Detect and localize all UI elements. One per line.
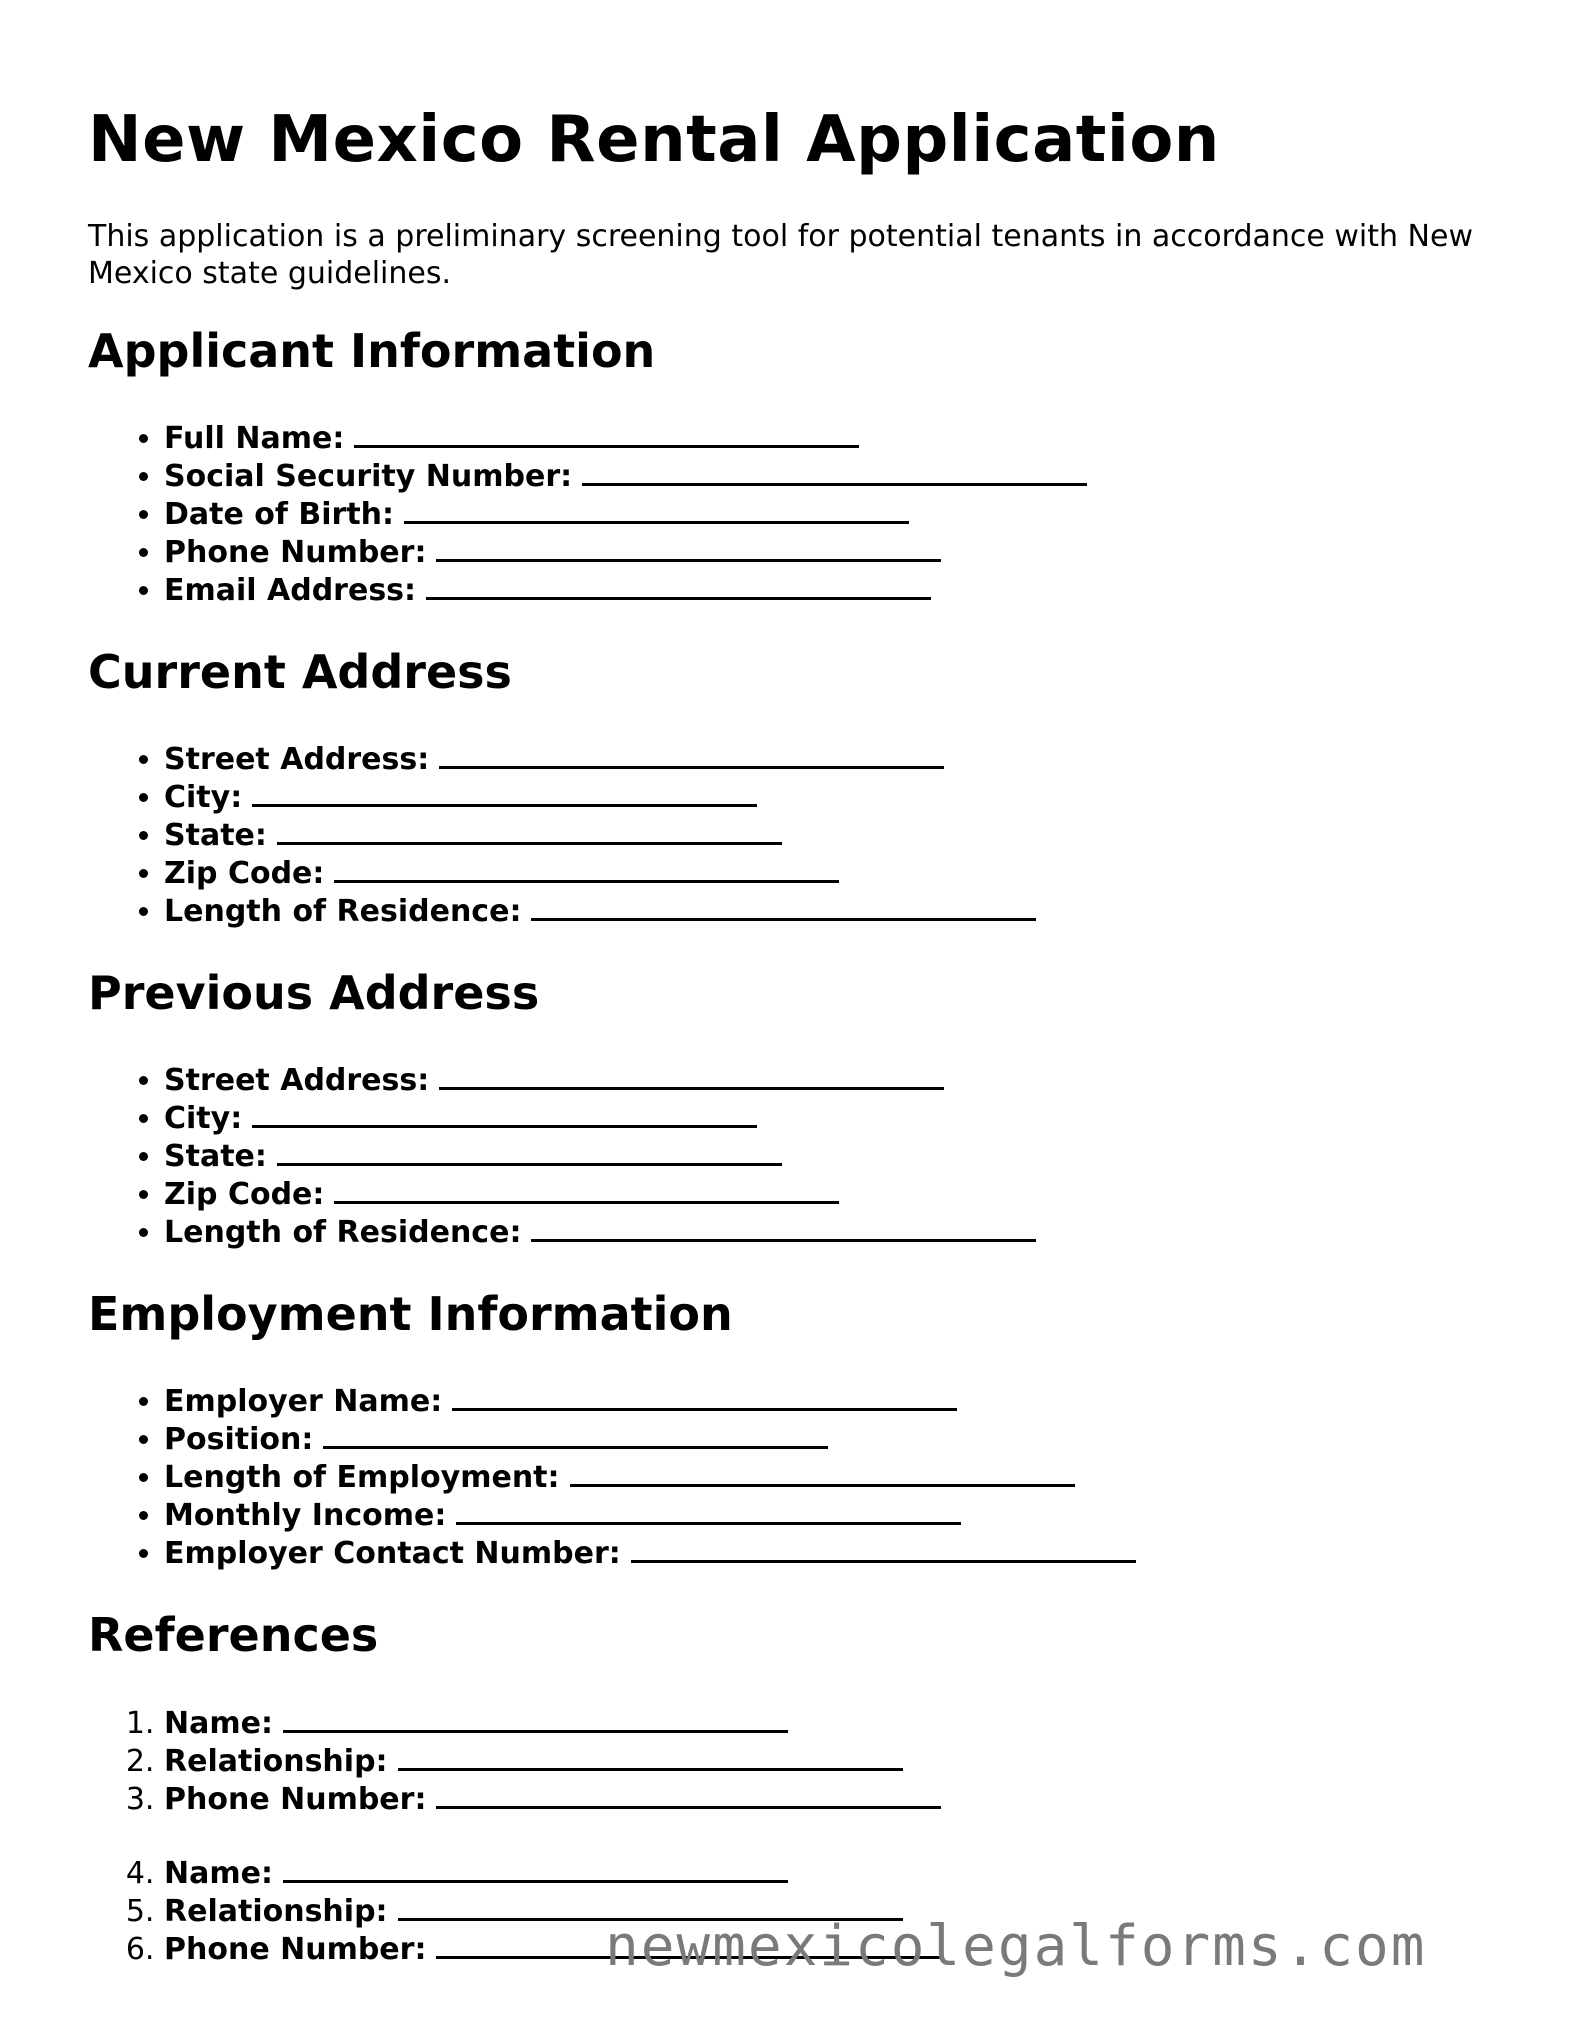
fill-in-blank[interactable]: [252, 778, 757, 807]
fill-in-blank[interactable]: [531, 1213, 1036, 1242]
fill-in-blank[interactable]: [456, 1496, 961, 1525]
field-length-of-employment: [164, 1458, 1488, 1496]
fill-in-blank[interactable]: [283, 1854, 788, 1883]
field-label: Phone Number:: [164, 534, 427, 570]
field-full-name: [164, 419, 1488, 457]
field-length-of-residence: [164, 892, 1488, 930]
fill-in-blank[interactable]: [631, 1534, 1136, 1563]
fill-in-blank[interactable]: [531, 892, 1036, 921]
field-reference-phone: [164, 1780, 1488, 1818]
field-state: [164, 816, 1488, 854]
current-address-field-list: [88, 740, 1488, 930]
field-reference-relationship: [164, 1742, 1488, 1780]
field-label: Date of Birth:: [164, 496, 395, 532]
field-dob: [164, 495, 1488, 533]
field-label: Phone Number:: [164, 1931, 427, 1967]
field-label: Length of Residence:: [164, 893, 522, 929]
field-reference-name: [164, 1854, 1488, 1892]
fill-in-blank[interactable]: [439, 1061, 944, 1090]
section-heading-references: References: [88, 1608, 379, 1663]
previous-address-field-list: [88, 1061, 1488, 1251]
field-city: [164, 1099, 1488, 1137]
field-label: City:: [164, 779, 243, 815]
fill-in-blank[interactable]: [452, 1382, 957, 1411]
field-label: Full Name:: [164, 420, 345, 456]
fill-in-blank[interactable]: [334, 854, 839, 883]
field-label: Email Address:: [164, 572, 417, 608]
field-label: Name:: [164, 1855, 273, 1891]
employment-field-list: [88, 1382, 1488, 1572]
fill-in-blank[interactable]: [436, 533, 941, 562]
field-label: Employer Name:: [164, 1384, 443, 1420]
references-list-first: [88, 1704, 1488, 1818]
document-page: [88, 104, 1488, 2004]
field-label: Monthly Income:: [164, 1498, 447, 1534]
field-label: Length of Residence:: [164, 1215, 522, 1251]
fill-in-blank[interactable]: [582, 457, 1087, 486]
field-label: Zip Code:: [164, 1177, 325, 1213]
field-label: Relationship:: [164, 1893, 388, 1929]
watermark-text: newmexicolegalforms.com: [605, 1914, 1427, 1979]
field-employer-name: [164, 1382, 1488, 1420]
field-label: Street Address:: [164, 741, 430, 777]
fill-in-blank[interactable]: [404, 495, 909, 524]
field-email: [164, 571, 1488, 609]
fill-in-blank[interactable]: [277, 1137, 782, 1166]
field-zip: [164, 1175, 1488, 1213]
field-reference-name: [164, 1704, 1488, 1742]
field-label: State:: [164, 1139, 267, 1175]
field-monthly-income: [164, 1496, 1488, 1534]
field-label: City:: [164, 1101, 243, 1137]
section-heading-employment: Employment Information: [88, 1287, 733, 1342]
fill-in-blank[interactable]: [439, 740, 944, 769]
section-heading-previous-address: Previous Address: [88, 965, 540, 1020]
intro-paragraph: This application is a preliminary screening tool for potential tenants in accordance with New Mexico state guidelines.: [88, 218, 1473, 291]
field-city: [164, 778, 1488, 816]
fill-in-blank[interactable]: [323, 1420, 828, 1449]
fill-in-blank[interactable]: [398, 1742, 903, 1771]
fill-in-blank[interactable]: [334, 1175, 839, 1204]
fill-in-blank[interactable]: [283, 1704, 788, 1733]
field-label: Name:: [164, 1705, 273, 1741]
fill-in-blank[interactable]: [354, 419, 859, 448]
field-label: Length of Employment:: [164, 1460, 560, 1496]
fill-in-blank[interactable]: [277, 816, 782, 845]
section-heading-current-address: Current Address: [88, 644, 512, 699]
document-title: New Mexico Rental Application: [88, 103, 1220, 177]
field-phone: [164, 533, 1488, 571]
field-label: Social Security Number:: [164, 458, 573, 494]
field-employer-contact: [164, 1534, 1488, 1572]
fill-in-blank[interactable]: [436, 1780, 941, 1809]
field-street-address: [164, 740, 1488, 778]
field-zip: [164, 854, 1488, 892]
field-label: Relationship:: [164, 1743, 388, 1779]
field-label: Employer Contact Number:: [164, 1536, 621, 1572]
field-label: Zip Code:: [164, 855, 325, 891]
fill-in-blank[interactable]: [426, 571, 931, 600]
applicant-field-list: [88, 419, 1488, 609]
field-label: Position:: [164, 1422, 314, 1458]
section-heading-applicant: Applicant Information: [88, 323, 656, 378]
field-label: Street Address:: [164, 1063, 430, 1099]
field-state: [164, 1137, 1488, 1175]
field-ssn: [164, 457, 1488, 495]
field-label: State:: [164, 817, 267, 853]
field-length-of-residence: [164, 1213, 1488, 1251]
field-street-address: [164, 1061, 1488, 1099]
field-position: [164, 1420, 1488, 1458]
fill-in-blank[interactable]: [570, 1458, 1075, 1487]
field-label: Phone Number:: [164, 1781, 427, 1817]
fill-in-blank[interactable]: [252, 1099, 757, 1128]
